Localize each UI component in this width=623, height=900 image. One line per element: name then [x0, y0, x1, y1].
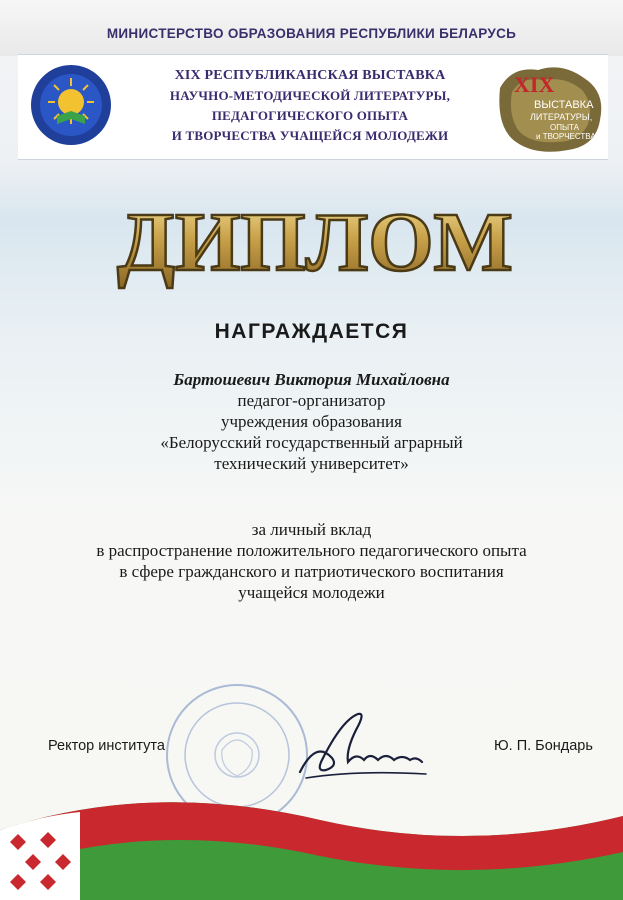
exhibition-line: НАУЧНО-МЕТОДИЧЕСКОЙ ЛИТЕРАТУРЫ, [169, 88, 451, 103]
reason-line: в сфере гражданского и патриотического воспитания [119, 562, 504, 581]
ministry-emblem-icon [30, 64, 112, 146]
recipient-block [0, 369, 623, 474]
exhibition-line: И ТВОРЧЕСТВА УЧАЩЕЙСЯ МОЛОДЕЖИ [171, 128, 449, 143]
signer-position: Ректор института [48, 738, 165, 754]
recipient-line: педагог-организатор [237, 391, 386, 410]
signature [286, 700, 436, 790]
logo-line: ВЫСТАВКА [534, 99, 594, 111]
recipient-line: технический университет» [214, 454, 409, 473]
recipient-line: учреждения образования [221, 412, 402, 431]
recipient-name: Бартошевич Виктория Михайловна [173, 370, 450, 389]
exhibition-line: ПЕДАГОГИЧЕСКОГО ОПЫТА [211, 108, 409, 123]
belarus-flag-ribbon [0, 790, 623, 900]
logo-line: ОПЫТА [550, 123, 580, 132]
exhibition-line: XIX РЕСПУБЛИКАНСКАЯ ВЫСТАВКА [174, 68, 446, 83]
logo-numeral: XIX [514, 72, 555, 97]
diploma-title [110, 192, 520, 292]
reason-line: учащейся молодежи [238, 583, 385, 602]
ministry-title: МИНИСТЕРСТВО ОБРАЗОВАНИЯ РЕСПУБЛИКИ БЕЛАРУСЬ [106, 26, 517, 41]
recipient-line: «Белорусский государственный аграрный [160, 433, 463, 452]
diploma-heading: ДИПЛОМ [117, 196, 513, 289]
award-reason [0, 519, 623, 603]
logo-line: ЛИТЕРАТУРЫ, [530, 112, 593, 122]
logo-line: и ТВОРЧЕСТВА [536, 132, 596, 141]
exhibition-title [120, 66, 500, 146]
signer-name: Ю. П. Бондарь [494, 738, 593, 754]
reason-line: за личный вклад [251, 520, 372, 539]
reason-line: в распространение положительного педагогического опыта [96, 541, 527, 560]
exhibition-logo [492, 58, 610, 158]
awarded-heading: НАГРАЖДАЕТСЯ [214, 320, 409, 343]
